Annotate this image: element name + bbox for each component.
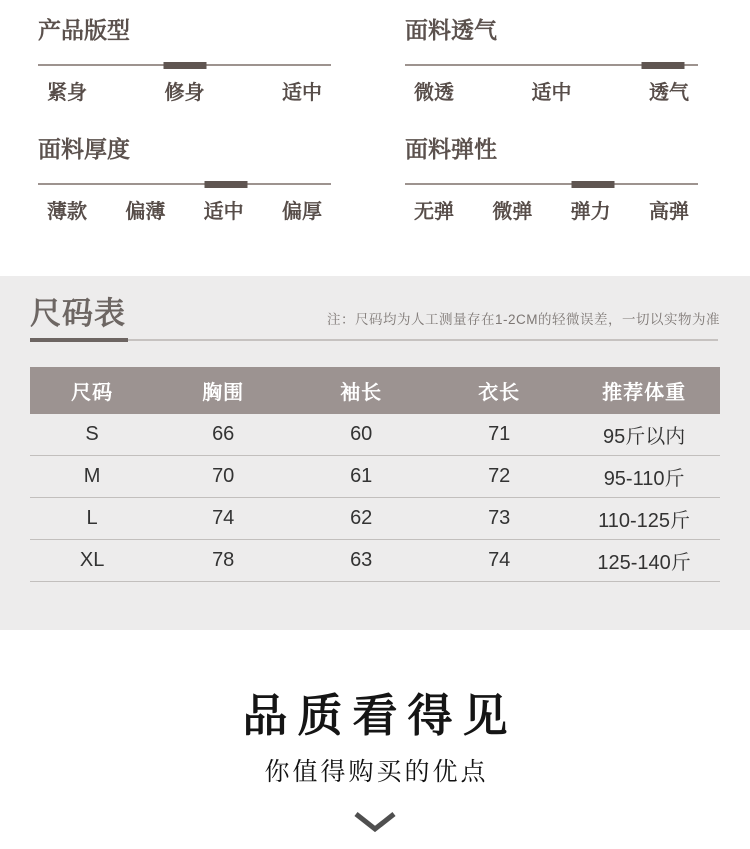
cell-length: 72 <box>430 456 568 498</box>
col-header-length: 衣长 <box>430 367 568 414</box>
attr-card-elasticity <box>405 135 698 225</box>
table-row-l <box>30 498 720 540</box>
slider-selected-mark <box>163 62 206 69</box>
breathability-slider <box>405 62 698 69</box>
attr-option: 薄款 <box>47 201 87 223</box>
attr-title-thickness: 面料厚度 <box>38 136 130 162</box>
col-header-sleeve: 袖长 <box>292 367 430 414</box>
cell-chest: 70 <box>154 456 292 498</box>
col-header-weight: 推荐体重 <box>568 367 720 414</box>
fit-slider <box>38 62 331 69</box>
chevron-down-icon[interactable] <box>353 811 397 833</box>
col-header-size: 尺码 <box>30 367 154 414</box>
attr-option: 微弹 <box>492 201 533 223</box>
elasticity-options <box>405 200 698 225</box>
cell-length: 73 <box>430 498 568 540</box>
attr-title-elasticity: 面料弹性 <box>405 136 497 162</box>
quality-subtitle: 你值得购买的优点 <box>264 758 489 786</box>
attr-option: 弹力 <box>570 201 611 223</box>
size-chart-note: 注：尺码均为人工测量存在1-2CM的轻微误差，一切以实物为准 <box>326 312 720 327</box>
size-table-header-row <box>30 367 720 414</box>
attr-option: 微透 <box>414 82 454 104</box>
cell-sleeve: 63 <box>292 540 430 582</box>
quality-headline: 品质看得见 <box>242 690 518 741</box>
slider-track <box>38 183 331 185</box>
attr-option: 高弹 <box>648 201 689 223</box>
table-row-xl <box>30 540 720 582</box>
cell-weight: 95-110斤 <box>568 456 720 498</box>
cell-chest: 78 <box>154 540 292 582</box>
attr-card-thickness <box>38 135 331 225</box>
slider-selected-mark <box>641 62 684 69</box>
col-header-chest: 胸围 <box>154 367 292 414</box>
cell-weight: 110-125斤 <box>568 498 720 540</box>
size-chart-section <box>0 276 750 630</box>
cell-size: XL <box>30 540 154 582</box>
slider-selected-mark <box>571 181 614 188</box>
attr-title-breathability: 面料透气 <box>405 17 497 43</box>
attr-card-fit <box>38 16 331 106</box>
cell-length: 71 <box>430 414 568 456</box>
cell-weight: 125-140斤 <box>568 540 720 582</box>
attr-option: 偏薄 <box>125 201 166 223</box>
cell-sleeve: 60 <box>292 414 430 456</box>
attr-option: 透气 <box>649 82 689 104</box>
cell-chest: 66 <box>154 414 292 456</box>
attr-title-fit: 产品版型 <box>38 17 130 43</box>
quality-banner-section <box>0 630 750 849</box>
fit-options <box>38 81 331 106</box>
elasticity-slider <box>405 181 698 188</box>
table-row-m <box>30 456 720 498</box>
attr-option: 紧身 <box>47 82 87 104</box>
attr-option: 无弹 <box>414 201 454 223</box>
attr-card-breathability <box>405 16 698 106</box>
product-attributes-section <box>0 0 750 276</box>
size-table <box>30 367 720 582</box>
table-row-s <box>30 414 720 456</box>
attr-option: 偏厚 <box>281 201 322 223</box>
cell-size: L <box>30 498 154 540</box>
scroll-more-control[interactable] <box>0 811 750 833</box>
slider-selected-mark <box>204 181 247 188</box>
cell-sleeve: 62 <box>292 498 430 540</box>
attr-option: 适中 <box>282 82 322 104</box>
title-underline <box>30 338 720 342</box>
cell-size: M <box>30 456 154 498</box>
cell-size: S <box>30 414 154 456</box>
size-chart-title: 尺码表 <box>30 296 126 331</box>
cell-length: 74 <box>430 540 568 582</box>
cell-chest: 74 <box>154 498 292 540</box>
thickness-options <box>38 200 331 225</box>
thickness-slider <box>38 181 331 188</box>
cell-sleeve: 61 <box>292 456 430 498</box>
attr-option: 修身 <box>164 82 205 104</box>
attr-option: 适中 <box>531 82 572 104</box>
breathability-options <box>405 81 698 106</box>
cell-weight: 95斤以内 <box>568 414 720 456</box>
slider-track <box>405 183 698 185</box>
attr-option: 适中 <box>203 201 244 223</box>
